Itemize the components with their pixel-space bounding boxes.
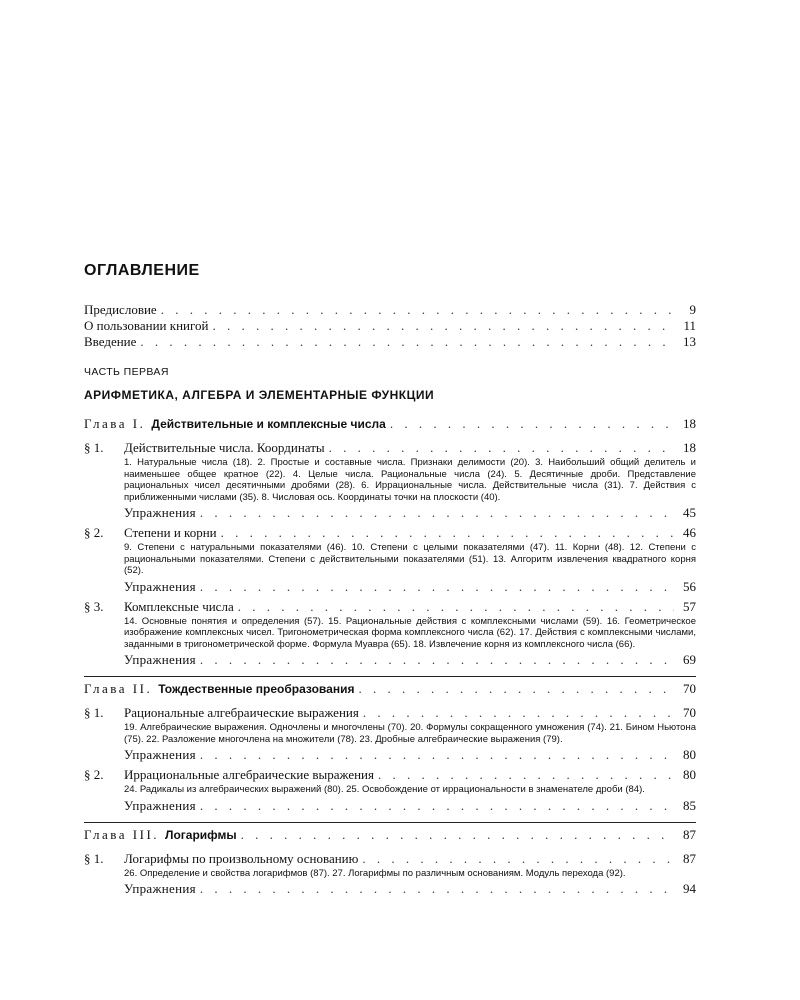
dot-leader bbox=[200, 505, 674, 521]
section-title[interactable] bbox=[124, 525, 696, 541]
dot-leader bbox=[200, 747, 674, 763]
exercises-entry[interactable] bbox=[124, 881, 696, 897]
front-entry-page: 13 bbox=[683, 334, 696, 349]
section-title-page: 80 bbox=[683, 767, 696, 782]
section-title-label: Логарифмы по произвольному основанию bbox=[124, 850, 359, 866]
section-description: 1. Натуральные числа (18). 2. Простые и составные числа. Признаки делимости (20). 3. Наибольший общий делитель и наименьшее общее кратное (22). 4. Целые числа. Рациональные числа (24). 5. Десятичные дроби. Представление рациональных чисел десятичными дробями (28). 6. Иррациональные числа. Действительные числа (31). 7. Действия с приближенными числами (35). 8. Числовая ось. Координаты точки на плоскости (40). bbox=[124, 457, 696, 503]
exercises-entry-label: Упражнения bbox=[124, 881, 196, 896]
section-title-label: Степени и корни bbox=[124, 525, 217, 540]
exercises-entry-page: 94 bbox=[683, 881, 696, 896]
exercises-entry-page: 56 bbox=[683, 578, 696, 594]
chapter-page: 87 bbox=[683, 826, 696, 842]
part-title: АРИФМЕТИКА, АЛГЕБРА И ЭЛЕМЕНТАРНЫЕ ФУНКЦИИ bbox=[84, 388, 435, 402]
dot-leader bbox=[161, 302, 674, 318]
chapter-title: Тождественные преобразования bbox=[158, 682, 355, 696]
section-body bbox=[124, 525, 696, 595]
section-description: 24. Радикалы из алгебраических выражений (80). 25. Освобождение от иррациональности в знаменателе дроби (84). bbox=[124, 784, 645, 795]
exercises-entry-page: 85 bbox=[683, 797, 696, 813]
front-entry-page: 11 bbox=[683, 318, 696, 333]
chapter-page: 18 bbox=[683, 416, 696, 431]
dot-leader bbox=[390, 416, 674, 432]
toc-title: ОГЛАВЛЕНИЕ bbox=[84, 262, 200, 279]
part-label: ЧАСТЬ ПЕРВАЯ bbox=[84, 366, 169, 378]
dot-leader bbox=[241, 827, 674, 843]
section-title-page: 57 bbox=[683, 598, 696, 614]
section-entry bbox=[84, 767, 696, 814]
chapter-title: Логарифмы bbox=[165, 827, 237, 842]
section-number: § 1. bbox=[84, 705, 104, 720]
dot-leader bbox=[200, 579, 674, 595]
chapter-page: 70 bbox=[683, 681, 696, 696]
dot-leader bbox=[212, 318, 674, 334]
exercises-entry-page: 69 bbox=[683, 652, 696, 667]
section-body bbox=[124, 599, 696, 669]
section-body bbox=[124, 440, 696, 521]
section-title-page: 46 bbox=[683, 525, 696, 540]
section-title-page: 70 bbox=[683, 705, 696, 720]
section-description: 9. Степени с натуральными показателями (46). 10. Степени с целыми показателями (47). 11. Корни (48). 12. Степени с рациональными показателями. Степени с действительными показателями (51). 13. Алгоритм извлечения квадратного корня (52). bbox=[124, 542, 696, 576]
front-entry-label: Введение bbox=[84, 334, 137, 349]
section-body bbox=[124, 851, 696, 898]
section-title[interactable] bbox=[124, 599, 696, 615]
section-number: § 2. bbox=[84, 525, 104, 540]
section-number: § 1. bbox=[84, 850, 104, 866]
chapter bbox=[84, 676, 696, 814]
section-number: § 2. bbox=[84, 767, 104, 782]
chapter-heading[interactable] bbox=[84, 412, 696, 432]
dot-leader bbox=[238, 599, 674, 615]
front-entry-label: Предисловие bbox=[84, 302, 157, 317]
section-title-page: 87 bbox=[683, 850, 696, 866]
section-title-label: Действительные числа. Координаты bbox=[124, 440, 325, 455]
table-of-contents bbox=[84, 262, 696, 901]
section-entry bbox=[84, 599, 696, 669]
front-entry-label: О пользовании книгой bbox=[84, 318, 209, 333]
dot-leader bbox=[362, 851, 674, 867]
section-entry bbox=[84, 705, 696, 763]
section-entry bbox=[84, 851, 696, 898]
section-title[interactable] bbox=[124, 767, 696, 783]
dot-leader bbox=[378, 767, 674, 783]
section-number: § 1. bbox=[84, 440, 104, 455]
section-number: § 3. bbox=[84, 598, 104, 614]
exercises-entry-label: Упражнения bbox=[124, 652, 196, 667]
section-title-label: Комплексные числа bbox=[124, 598, 234, 614]
exercises-entry[interactable] bbox=[124, 798, 696, 814]
exercises-entry-label: Упражнения bbox=[124, 505, 196, 520]
exercises-entry-page: 45 bbox=[683, 505, 696, 520]
section-body bbox=[124, 767, 696, 814]
front-matter bbox=[84, 302, 696, 350]
exercises-entry-label: Упражнения bbox=[124, 578, 196, 594]
dot-leader bbox=[200, 652, 674, 668]
section-body bbox=[124, 705, 696, 763]
section-title-label: Рациональные алгебраические выражения bbox=[124, 705, 359, 720]
chapter-prefix: Глава III. bbox=[84, 826, 160, 842]
section-description: 26. Определение и свойства логарифмов (87). 27. Логарифмы по различным основаниям. Модуль перехода (92). bbox=[124, 867, 626, 879]
section-title-label: Иррациональные алгебраические выражения bbox=[124, 767, 374, 782]
dot-leader bbox=[200, 881, 674, 897]
front-entry[interactable] bbox=[84, 334, 696, 350]
chapter-prefix: Глава II. bbox=[84, 681, 153, 696]
exercises-entry-page: 80 bbox=[683, 747, 696, 762]
front-entry[interactable] bbox=[84, 318, 696, 334]
section-title[interactable] bbox=[124, 851, 696, 867]
exercises-entry-label: Упражнения bbox=[124, 747, 196, 762]
front-entry[interactable] bbox=[84, 302, 696, 318]
chapters-list bbox=[84, 412, 696, 897]
dot-leader bbox=[363, 705, 674, 721]
dot-leader bbox=[140, 334, 674, 350]
chapter bbox=[84, 822, 696, 898]
dot-leader bbox=[358, 681, 674, 697]
dot-leader bbox=[329, 440, 674, 456]
exercises-entry[interactable] bbox=[124, 505, 696, 521]
chapter-heading[interactable] bbox=[84, 823, 696, 843]
dot-leader bbox=[221, 525, 674, 541]
exercises-entry-label: Упражнения bbox=[124, 797, 196, 813]
front-entry-page: 9 bbox=[689, 302, 696, 317]
section-title[interactable] bbox=[124, 440, 696, 456]
chapter-prefix: Глава I. bbox=[84, 416, 146, 431]
chapter bbox=[84, 412, 696, 668]
exercises-entry[interactable] bbox=[124, 579, 696, 595]
exercises-entry[interactable] bbox=[124, 747, 696, 763]
chapter-title: Действительные и комплексные числа bbox=[151, 417, 386, 431]
section-entry bbox=[84, 525, 696, 595]
section-title[interactable] bbox=[124, 705, 696, 721]
dot-leader bbox=[200, 798, 674, 814]
chapter-heading[interactable] bbox=[84, 677, 696, 697]
section-entry bbox=[84, 440, 696, 521]
section-title-page: 18 bbox=[683, 440, 696, 455]
section-description: 14. Основные понятия и определения (57). 15. Рациональные действия с комплексными числами (59). 16. Геометрическое изображение комплексных чисел. Тригонометрическая форма комплексного числа (62). 17. Действия с комплексными числами, заданными в тригонометрической форме. Формула Муавра (65). 18. Извлечение корня из комплексного числа (66). bbox=[124, 615, 696, 650]
section-description: 19. Алгебраические выражения. Одночлены и многочлены (70). 20. Формулы сокращенного умножения (74). 21. Бином Ньютона (75). 22. Разложение многочлена на множители (78). 23. Дробные алгебраические выражения (79). bbox=[124, 722, 696, 745]
exercises-entry[interactable] bbox=[124, 652, 696, 668]
